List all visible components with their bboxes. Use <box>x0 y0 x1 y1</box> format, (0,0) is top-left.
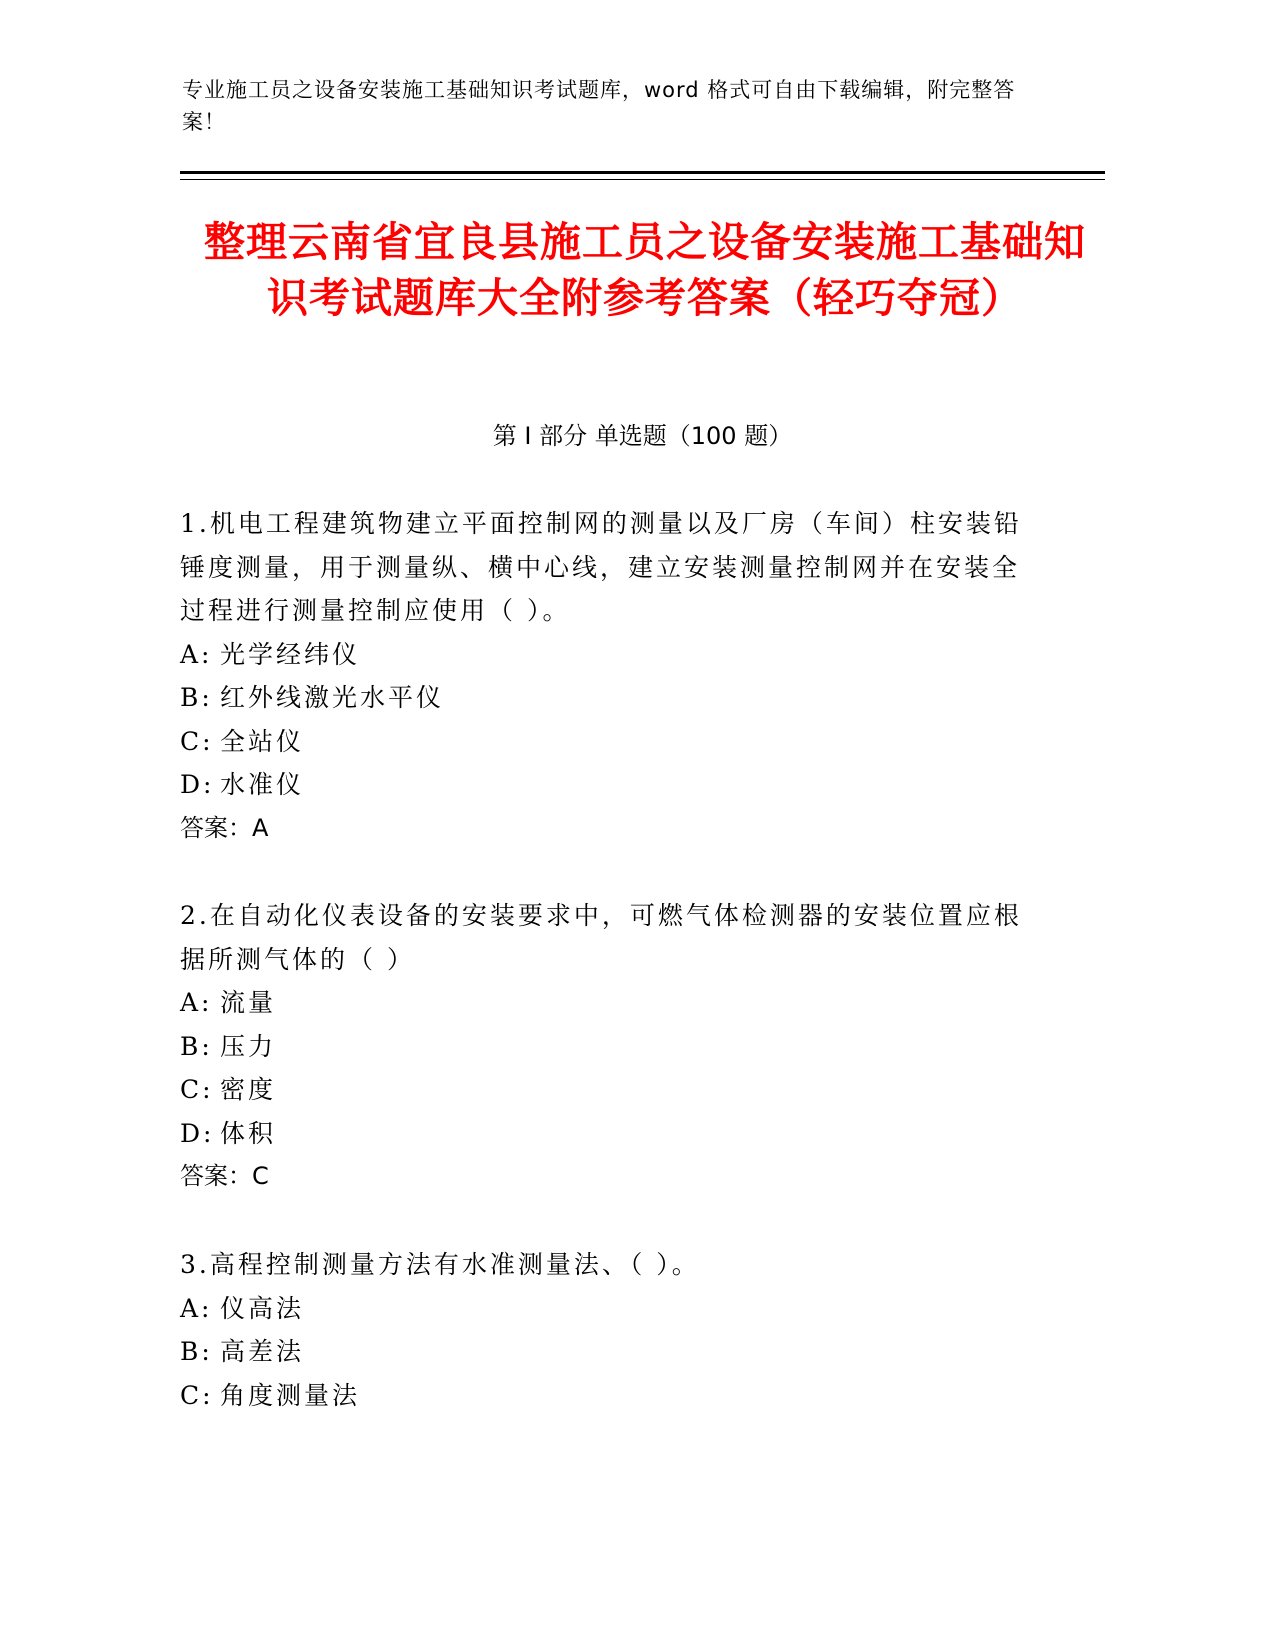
option-text: 红外线激光水平仪 <box>220 683 445 712</box>
option-letter: C: <box>180 1380 214 1410</box>
option-b <box>180 1025 1030 1069</box>
option-letter: B: <box>180 1337 213 1366</box>
header-note: 专业施工员之设备安装施工基础知识考试题库，word 格式可自由下载编辑，附完整答案！ <box>182 78 1016 134</box>
option-text: 角度测量法 <box>220 1380 361 1410</box>
answer: 答案：A <box>180 813 269 842</box>
question-text: 2.在自动化仪表设备的安装要求中，可燃气体检测器的安装位置应根据所测气体的（ ） <box>180 901 1022 974</box>
option-letter: D: <box>180 770 215 799</box>
header-divider-thick <box>180 171 1105 174</box>
option-text: 水准仪 <box>220 770 305 799</box>
option-text: 密度 <box>220 1075 277 1104</box>
option-c <box>180 1068 1030 1112</box>
header-divider-thin <box>180 179 1105 180</box>
option-c <box>180 720 1030 764</box>
option-letter: B: <box>180 683 213 712</box>
option-letter: A: <box>180 988 213 1017</box>
option-letter: A: <box>180 639 213 669</box>
document-title: 整理云南省宜良县施工员之设备安装施工基础知识考试题库大全附参考答案（轻巧夺冠） <box>204 218 1086 322</box>
option-text: 仪高法 <box>220 1293 305 1323</box>
option-text: 全站仪 <box>220 726 305 756</box>
option-c <box>180 1374 1030 1418</box>
question-2 <box>180 894 1030 1199</box>
option-letter: C: <box>180 726 214 756</box>
option-text: 流量 <box>220 988 277 1017</box>
option-d <box>180 763 1030 807</box>
section-title: 第 I 部分 单选题（100 题） <box>492 422 793 450</box>
question-text: 3.高程控制测量方法有水准测量法、（ ）。 <box>180 1250 700 1279</box>
option-text: 高差法 <box>220 1337 305 1366</box>
answer: 答案：C <box>180 1162 269 1190</box>
question-1 <box>180 502 1030 850</box>
option-a <box>180 981 1030 1025</box>
option-b <box>180 676 1030 720</box>
question-text: 1.机电工程建筑物建立平面控制网的测量以及厂房（车间）柱安装铅锤度测量，用于测量纵、横中心线，建立安装测量控制网并在安装全过程进行测量控制应使用（ ）。 <box>180 509 1022 625</box>
option-d <box>180 1112 1030 1156</box>
option-letter: C: <box>180 1075 214 1104</box>
question-3 <box>180 1243 1030 1417</box>
option-text: 压力 <box>220 1031 277 1061</box>
option-b <box>180 1330 1030 1374</box>
option-letter: A: <box>180 1293 213 1323</box>
option-a <box>180 1287 1030 1331</box>
option-a <box>180 633 1030 677</box>
option-text: 光学经纬仪 <box>220 639 361 669</box>
option-letter: D: <box>180 1118 215 1148</box>
option-letter: B: <box>180 1031 213 1061</box>
option-text: 体积 <box>220 1118 277 1148</box>
